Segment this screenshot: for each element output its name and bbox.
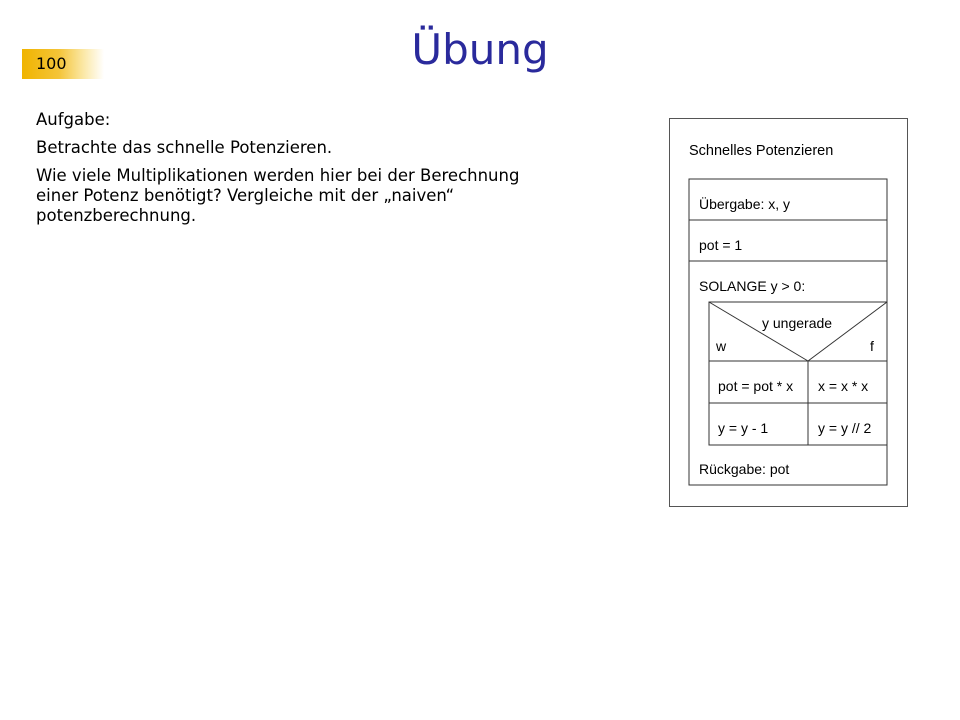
nsd-init: pot = 1 <box>699 237 743 253</box>
task-heading: Aufgabe: <box>36 110 111 129</box>
nsd-outer-box <box>689 179 887 485</box>
nsd-condition: y ungerade <box>762 315 833 331</box>
task-line-2c: potenzberechnung. <box>36 206 197 225</box>
task-line-2b: einer Potenz benötigt? Vergleiche mit der „naiven“ <box>36 186 455 205</box>
nsd-output: Rückgabe: pot <box>699 461 790 477</box>
nsd-true-label: w <box>716 338 727 354</box>
nsd-false-step-2: y = y // 2 <box>818 420 872 436</box>
nsd-true-step-2: y = y - 1 <box>718 420 769 436</box>
nsd-branch-right-diagonal <box>808 302 887 361</box>
nsd-false-step-1: x = x * x <box>818 378 869 394</box>
nsd-input: Übergabe: x, y <box>699 196 791 212</box>
task-line-1: Betrachte das schnelle Potenzieren. <box>36 138 333 157</box>
slide-title: Übung <box>411 25 549 74</box>
diagram-title: Schnelles Potenzieren <box>689 143 834 159</box>
task-line-2a: Wie viele Multiplikationen werden hier bei der Berechnung <box>36 166 520 185</box>
nsd-false-label: f <box>870 338 874 354</box>
slide-number: 100 <box>22 49 104 79</box>
nsd-loop: SOLANGE y > 0: <box>699 278 806 294</box>
nsd-true-step-1: pot = pot * x <box>718 378 794 394</box>
